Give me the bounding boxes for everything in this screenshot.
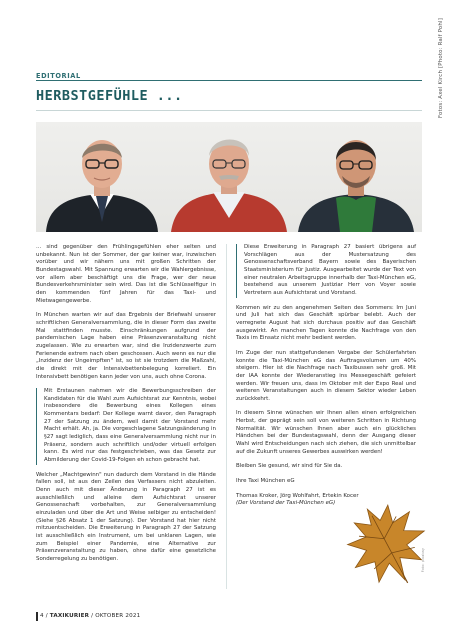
portrait-right bbox=[292, 122, 420, 232]
article-column-right bbox=[236, 244, 416, 515]
paragraph: In München warten wir auf das Ergebnis der Briefwahl unserer schriftlichen Generalversammlung, die in dieser Form das zweite Mal stattfinden musste. Einschränkungen aufgrund der pandemischen Lage haben eine Präsenzveranstaltung nicht zugelassen. Wie zu erwarten war, sind die Inzidenzwerte zum Ferienende extrem nach oben geschossen. Auch wenn es nur die „Inzidenz der Ungeimpften" ist, so ist sie trotzdem die Maßzahl, die direkt mit der Intensivbettenbelegung korreliert. Ein Intensivbett benötigen kann jeder von uns, auch ohne Corona. bbox=[36, 312, 216, 380]
portrait-center bbox=[165, 122, 293, 232]
column-divider bbox=[226, 244, 227, 589]
headline-rule bbox=[36, 110, 422, 111]
paragraph: Bleiben Sie gesund, wir sind für Sie da. bbox=[236, 463, 343, 470]
signatories-role: (Der Vorstand der Taxi-München eG) bbox=[236, 500, 336, 507]
page-footer: 4 / TAXIKURIER / OKTOBER 2021 bbox=[39, 613, 141, 619]
issue-date: OKTOBER 2021 bbox=[95, 613, 141, 619]
paragraph: Im Zuge der nun stattgefundenen Vergabe der Schülerfahrten konnte die Taxi-München eG das Auftragsvolumen um 40% steigern. Hier ist die Nachfrage nach Taxibussen sehr groß. Mit der IAA konnte der Wiederanstieg ins Messegeschäft gefeiert werden. Wir freuen uns, dass im Oktober mit der Expo Real und weiteren Veranstaltungen auch in diesem Sektor wieder Leben zurückkehrt. bbox=[236, 349, 416, 402]
portrait-left bbox=[38, 122, 166, 232]
page-title: HERBSTGEFÜHLE ... bbox=[36, 88, 183, 104]
paragraph: ... sind gegenüber den Frühlingsgefühlen eher selten und unbekannt. Nun ist der Sommer, der gar keiner war, inzwischen vorüber und wir nähern uns mit großen Schritten der Bundestagswahl. Mit Spannung erwarten wir die Wahlergebnisse, vor allem aber beschäftigt uns die Frage, wer der neue Bundesverkehrsminister sein wird. Das ist die Schlüsselfigur in den kommenden fünf Jahren für das Taxi- und Mietwagengewerbe. bbox=[36, 244, 216, 304]
highlighted-paragraph: Mit Erstaunen nahmen wir die Bewerbungsschreiben der Kandidaten für die Wahl zum Aufsichtsrat zur Kenntnis, wobei insbesondere die Bewerbung eines Kollegen eines Kommentars bedarf: Der Kollege warnt davor, den Paragraph 27 der Satzung zu ändern, weil damit der Vorstand mehr Macht erhält. Ah, ja. Die vorgeschlagene Satzungsänderung in §27 sagt lediglich, dass eine Generalversammlung nicht nur in Präsenz, sondern auch schriftlich und/oder virtuell erfolgen kann. Es wird nur das festgeschrieben, was das Gesetz zur Abmilderung der Covid-19-Folgen eh schon gebracht hat. bbox=[36, 388, 216, 465]
autumn-leaf-image bbox=[346, 498, 428, 588]
closing: Ihre Taxi München eG bbox=[236, 478, 295, 485]
board-members-photo bbox=[36, 122, 422, 232]
leaf-photo-credit: Foto: pixabay bbox=[421, 548, 425, 573]
highlighted-paragraph: Diese Erweiterung in Paragraph 27 basiert übrigens auf Vorschlägen aus der Mustersatzung des Genossenschaftsverband Bayern sowie des Bayerischen Staatsministerium für Justiz. Ausgearbeitet wurde der Text von einer neutralen Arbeitsgruppe innerhalb der Taxi-München eG, bestehend aus unserem Justiziar Herr von Voyer sowie Vertretern aus Aufsichtsrat und Vorstand. bbox=[236, 244, 416, 298]
magazine-name: TAXIKURIER bbox=[49, 613, 90, 619]
page-number: 4 bbox=[39, 613, 44, 619]
paragraph: In diesem Sinne wünschen wir Ihnen allen einen erfolgreichen Herbst, der geprägt sein soll von weiteren Schritten in Richtung Normalität. Wir wünschen Ihnen aber auch ein glückliches Händchen bei der Bundestagswahl, denn der Ausgang dieser Wahl wird Entscheidungen nach sich ziehen, die sich unmittelbar auf die Zukunft unseres Gewerbes auswirken werden! bbox=[236, 410, 416, 455]
photo-credit: Fotos: Axel Kirch [Photo: Ralf Pohl] bbox=[438, 18, 444, 119]
section-rule bbox=[36, 80, 422, 81]
paragraph: Kommen wir zu den angenehmen Seiten des Sommers: Im Juni und Juli hat sich das Geschäft spürbar belebt. Auch der verregnete August hat sich durchaus positiv auf das Geschäft ausgewirkt. An manchen Tagen konnte die Nachfrage von den Taxis im Einsatz nicht mehr bedient werden. bbox=[236, 304, 416, 342]
signatories: Thomas Kroker, Jörg Wohlfahrt, Ertekin Kocer bbox=[236, 492, 359, 499]
paragraph: Welcher „Machtgewinn" nun dadurch dem Vorstand in die Hände fallen soll, ist aus den Zeilen des Verfassers nicht abzuleiten. Denn auch mit dieser Änderung in Paragraph 27 ist es ausschließlich und alleine dem Aufsichtsrat unserer Genossenschaft vorbehalten, zur Generalversammlung einzuladen und über die Art und Weise selbiger zu entscheiden! (Siehe §26 Absatz 1 der Satzung). Der Vorstand hat hier nicht mitzuentscheiden. Die Erweiterung in Paragraph 27 der Satzung ist ausschließlich ein Instrument, um bei unklaren Lagen, wie zum Beispiel einer Pandemie, eine Alternative zur Präsenzveranstaltung zu haben, ohne dafür eine gesetzliche Sonderregelung zu benötigen. bbox=[36, 471, 216, 562]
section-label: EDITORIAL bbox=[36, 72, 81, 80]
article-column-left bbox=[36, 244, 216, 571]
